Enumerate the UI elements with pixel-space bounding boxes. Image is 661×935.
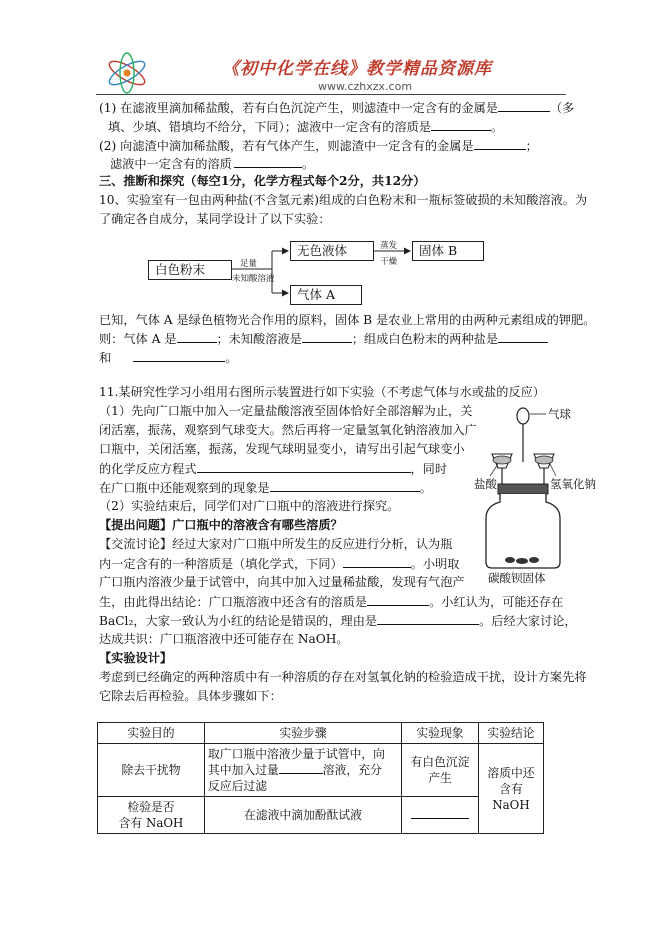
box-colorless-liquid: 无色液体 [290, 241, 374, 261]
q11-line-2: （1）先向广口瓶中加入一定量盐酸溶液至固体恰好全部溶解为止，关 [99, 404, 473, 418]
row2-purpose-b: 含有 NaOH [118, 816, 184, 830]
q1-text-3b: ； [525, 139, 538, 153]
q11-text-5b: ，同时 [410, 462, 448, 476]
q11-line-15: 【实验设计】 [99, 651, 173, 665]
box-solid-b: 固体 B [412, 241, 484, 261]
q1-text-2a: 填、少填、错填均不给分，下同）；滤液中一定含有的溶质是 [108, 120, 431, 134]
label-evaporate-bottom: 干燥 [380, 257, 398, 267]
section-3-heading: 三、推断和探究（每空1分，化学方程式每个2分，共12分） [99, 174, 426, 188]
row2-purpose-a: 检验是否 [127, 800, 175, 814]
label-reagent-bottom: 未知酸溶液 [232, 274, 275, 284]
label-naoh: 氢氧化钠 [550, 477, 596, 491]
q11-line-9: 【交流讨论】经过大家对广口瓶中所发生的反应进行分析，认为瓶 [99, 537, 453, 551]
q11-line-4: 口瓶中，关闭活塞，振荡，发现气球明显变小，请写出引起气球变小 [99, 442, 465, 456]
q10-text-4a: 则：气体 A 是 [99, 332, 177, 346]
row2-step: 在滤液中滴加酚酞试液 [205, 797, 402, 834]
label-reagent-top: 足量 [240, 259, 258, 269]
blank [270, 480, 420, 492]
q11-line-14: 达成共识：广口瓶溶液中还可能存在 NaOH。 [99, 632, 349, 646]
blank [377, 613, 479, 625]
row1-phenomenon-b: 产生 [428, 771, 452, 785]
q1-text-1b: （多 [549, 101, 575, 115]
q10-text-5a: 和 [99, 351, 112, 365]
q11-line-11: 广口瓶内溶液少量于试管中，向其中加入过量稀盐酸，发现有气泡产 [99, 575, 465, 589]
q1-line-4 [110, 156, 314, 172]
row1-step-b1: 其中加入过量 [208, 763, 279, 777]
q11-text-6a: 在广口瓶中还能观察到的现象是 [99, 481, 270, 495]
q11-line-1: 11.某研究性学习小组用右图所示装置进行如下实验（不考虑气体与水或盐的反应） [99, 385, 545, 399]
q11-text-10b: 。小明取 [410, 557, 460, 571]
header-divider [96, 94, 566, 95]
q11-text-13a: BaCl₂，大家一致认为小红的结论是错误的，理由是 [99, 614, 378, 628]
q1-text-4a: 滤液中一定含有的溶质 [110, 157, 232, 171]
conclusion-b: 含有 [499, 781, 523, 796]
label-solid: 碳酸钡固体 [488, 571, 546, 585]
q11-line-12 [99, 594, 563, 610]
box-gas-a: 气体 A [290, 285, 362, 305]
q11-text-10a: 内一定含有的一种溶质是（填化学式，下同） [99, 557, 343, 571]
q1-text-4b: 。 [301, 157, 315, 171]
blank [133, 350, 225, 362]
q1-line-2 [108, 119, 503, 135]
q11-text-5a: 的化学反应方程式 [99, 462, 197, 476]
row1-step-c: 反应后过滤 [208, 779, 267, 793]
blank [498, 331, 548, 343]
q11-line-3: 闭活塞，振荡，观察到气球变大。然后再将一定量氢氧化钠溶液加入广 [99, 423, 477, 437]
q1-line-1 [99, 100, 574, 116]
q11-text-6b: 。 [419, 481, 432, 495]
q11-line-7: （2）实验结束后，同学们对广口瓶中的溶液进行探究。 [99, 499, 400, 513]
flask-apparatus-icon [470, 402, 620, 587]
row1-step-b2: 溶液，充分 [322, 763, 382, 777]
conclusion-c: NaOH [492, 797, 530, 812]
conclusion-cell [479, 744, 544, 834]
q11-line-5 [99, 461, 447, 477]
table-row [98, 744, 544, 797]
table-header-row [98, 723, 544, 744]
atom-logo-icon [104, 50, 150, 96]
header-url: www.czhxzx.com [318, 80, 413, 93]
q10-text-4b: ；未知酸溶液是 [216, 332, 302, 346]
q11-line-10 [99, 556, 460, 572]
q1-text-3a: (2) 向滤渣中滴加稀盐酸，若有气体产生，则滤渣中一定含有的金属是 [99, 139, 474, 153]
row1-step-b [208, 762, 398, 778]
experiment-table [97, 722, 544, 834]
blank [474, 138, 526, 150]
blank [177, 331, 217, 343]
q11-line-8: 【提出问题】广口瓶中的溶液含有哪些溶质？ [99, 518, 343, 532]
blank [302, 331, 352, 343]
q11-text-12a: 生，由此得出结论：广口瓶溶液中还含有的溶质是 [99, 595, 368, 609]
blank [411, 807, 469, 819]
q11-text-13b: 。后经大家讨论， [479, 614, 577, 628]
blank [431, 119, 491, 131]
flow-diagram [140, 235, 480, 307]
blank [343, 556, 411, 568]
q1-text-1a: (1) 在滤液里滴加稀盐酸，若有白色沉淀产生，则滤渣中一定含有的金属是 [99, 101, 498, 115]
q10-line-2: 了确定各自成分，某同学设计了以下实验： [99, 212, 331, 226]
label-balloon: 气球 [548, 407, 571, 421]
blank [367, 594, 429, 606]
q1-line-3 [99, 138, 538, 154]
header-logo [104, 50, 150, 96]
box-white-powder: 白色粉末 [148, 260, 232, 280]
row1-phenomenon [402, 744, 479, 797]
blank [234, 156, 302, 168]
q11-line-17: 它除去后再检验。具体步骤如下： [99, 689, 282, 703]
blank [197, 461, 411, 473]
q10-line-1: 10、实验室有一包由两种盐(不含氢元素)组成的白色粉末和一瓶标签破损的未知酸溶液。为 [99, 193, 588, 207]
q11-text-12b: 。小红认为，可能还存在 [429, 595, 564, 609]
q10-line-5 [99, 350, 237, 366]
q11-line-13 [99, 613, 577, 629]
th-steps: 实验步骤 [205, 723, 402, 744]
header-title: 《初中化学在线》教学精品资源库 [222, 59, 492, 79]
row1-step-a: 取广口瓶中溶液少量于试管中，向 [208, 747, 385, 761]
q10-line-3: 已知，气体 A 是绿色植物光合作用的原料，固体 B 是农业上常用的由两种元素组成的钾肥。 [99, 313, 596, 327]
row1-steps [205, 744, 402, 797]
row1-purpose: 除去干扰物 [98, 744, 205, 797]
row1-phenomenon-a: 有白色沉淀 [410, 755, 470, 769]
th-conclusion: 实验结论 [479, 723, 544, 744]
q10-text-4c: ；组成白色粉末的两种盐是 [351, 332, 499, 346]
conclusion-a: 溶质中还 [487, 765, 535, 780]
row2-phenomenon [402, 797, 479, 834]
apparatus-illustration [470, 402, 620, 587]
row2-purpose [98, 797, 205, 834]
label-evaporate-top: 蒸发 [380, 241, 398, 251]
q11-line-16: 考虑到已经确定的两种溶质中有一种溶质的存在对氢氧化钠的检验造成干扰，设计方案先将 [99, 670, 587, 684]
q11-line-6 [99, 480, 432, 496]
label-hcl: 盐酸 [474, 477, 497, 491]
th-phenomenon: 实验现象 [402, 723, 479, 744]
q10-text-5b: 。 [225, 351, 238, 365]
th-purpose: 实验目的 [98, 723, 205, 744]
blank [279, 762, 323, 774]
table-row [98, 797, 544, 834]
q1-text-2b: 。 [490, 120, 504, 134]
blank [498, 100, 550, 112]
q10-line-4 [99, 331, 548, 347]
